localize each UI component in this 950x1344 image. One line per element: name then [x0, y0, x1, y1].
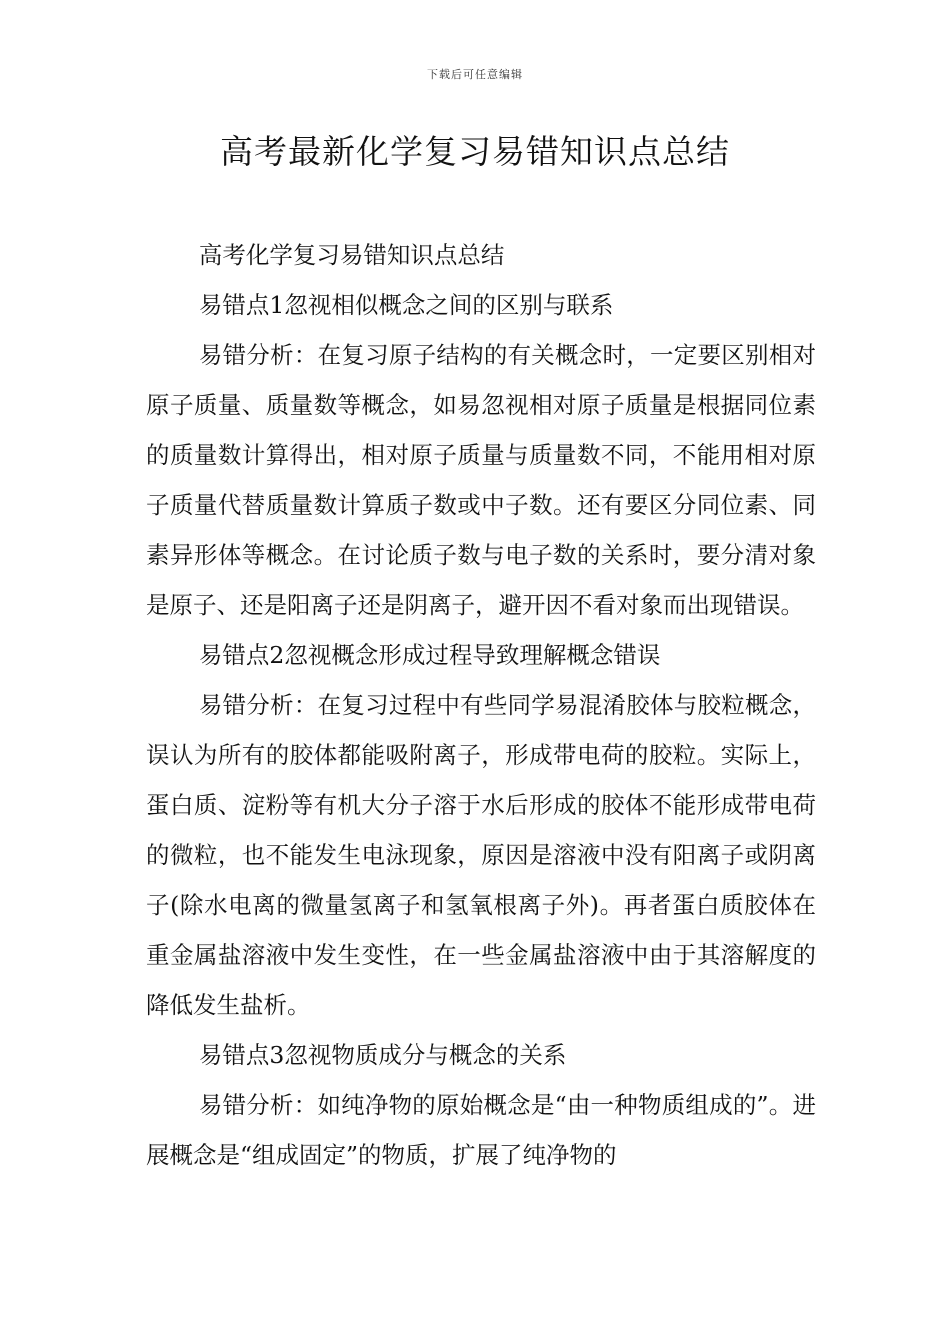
paragraph-heading-1: 易错点1忽视相似概念之间的区别与联系	[198, 291, 614, 319]
document-body	[146, 230, 816, 1180]
paragraph-subtitle: 高考化学复习易错知识点总结	[198, 241, 505, 269]
document-title: 高考最新化学复习易错知识点总结	[220, 132, 730, 171]
page-header: 下载后可任意编辑	[427, 68, 523, 81]
paragraph-analysis-3: 易错分析：如纯净物的原始概念是“由一种物质组成的”。进展概念是“组成固定”的物质，扩展了纯净物的	[146, 1091, 816, 1169]
paragraph-heading-3: 易错点3忽视物质成分与概念的关系	[198, 1041, 567, 1069]
paragraph-heading-2: 易错点2忽视概念形成过程导致理解概念错误	[198, 641, 661, 669]
paragraph-analysis-1: 易错分析：在复习原子结构的有关概念时，一定要区别相对原子质量、质量数等概念，如易忽视相对原子质量是根据同位素的质量数计算得出，相对原子质量与质量数不同，不能用相对原子质量代替质量数计算质子数或中子数。还有要区分同位素、同素异形体等概念。在讨论质子数与电子数的关系时，要分清对象是原子、还是阳离子还是阴离子，避开因不看对象而出现错误。	[146, 341, 816, 619]
paragraph-analysis-2: 易错分析：在复习过程中有些同学易混淆胶体与胶粒概念，误认为所有的胶体都能吸附离子，形成带电荷的胶粒。实际上，蛋白质、淀粉等有机大分子溶于水后形成的胶体不能形成带电荷的微粒，也不能发生电泳现象，原因是溶液中没有阳离子或阴离子(除水电离的微量氢离子和氢氧根离子外)。再者蛋白质胶体在重金属盐溶液中发生变性，在一些金属盐溶液中由于其溶解度的降低发生盐析。	[146, 691, 816, 1019]
